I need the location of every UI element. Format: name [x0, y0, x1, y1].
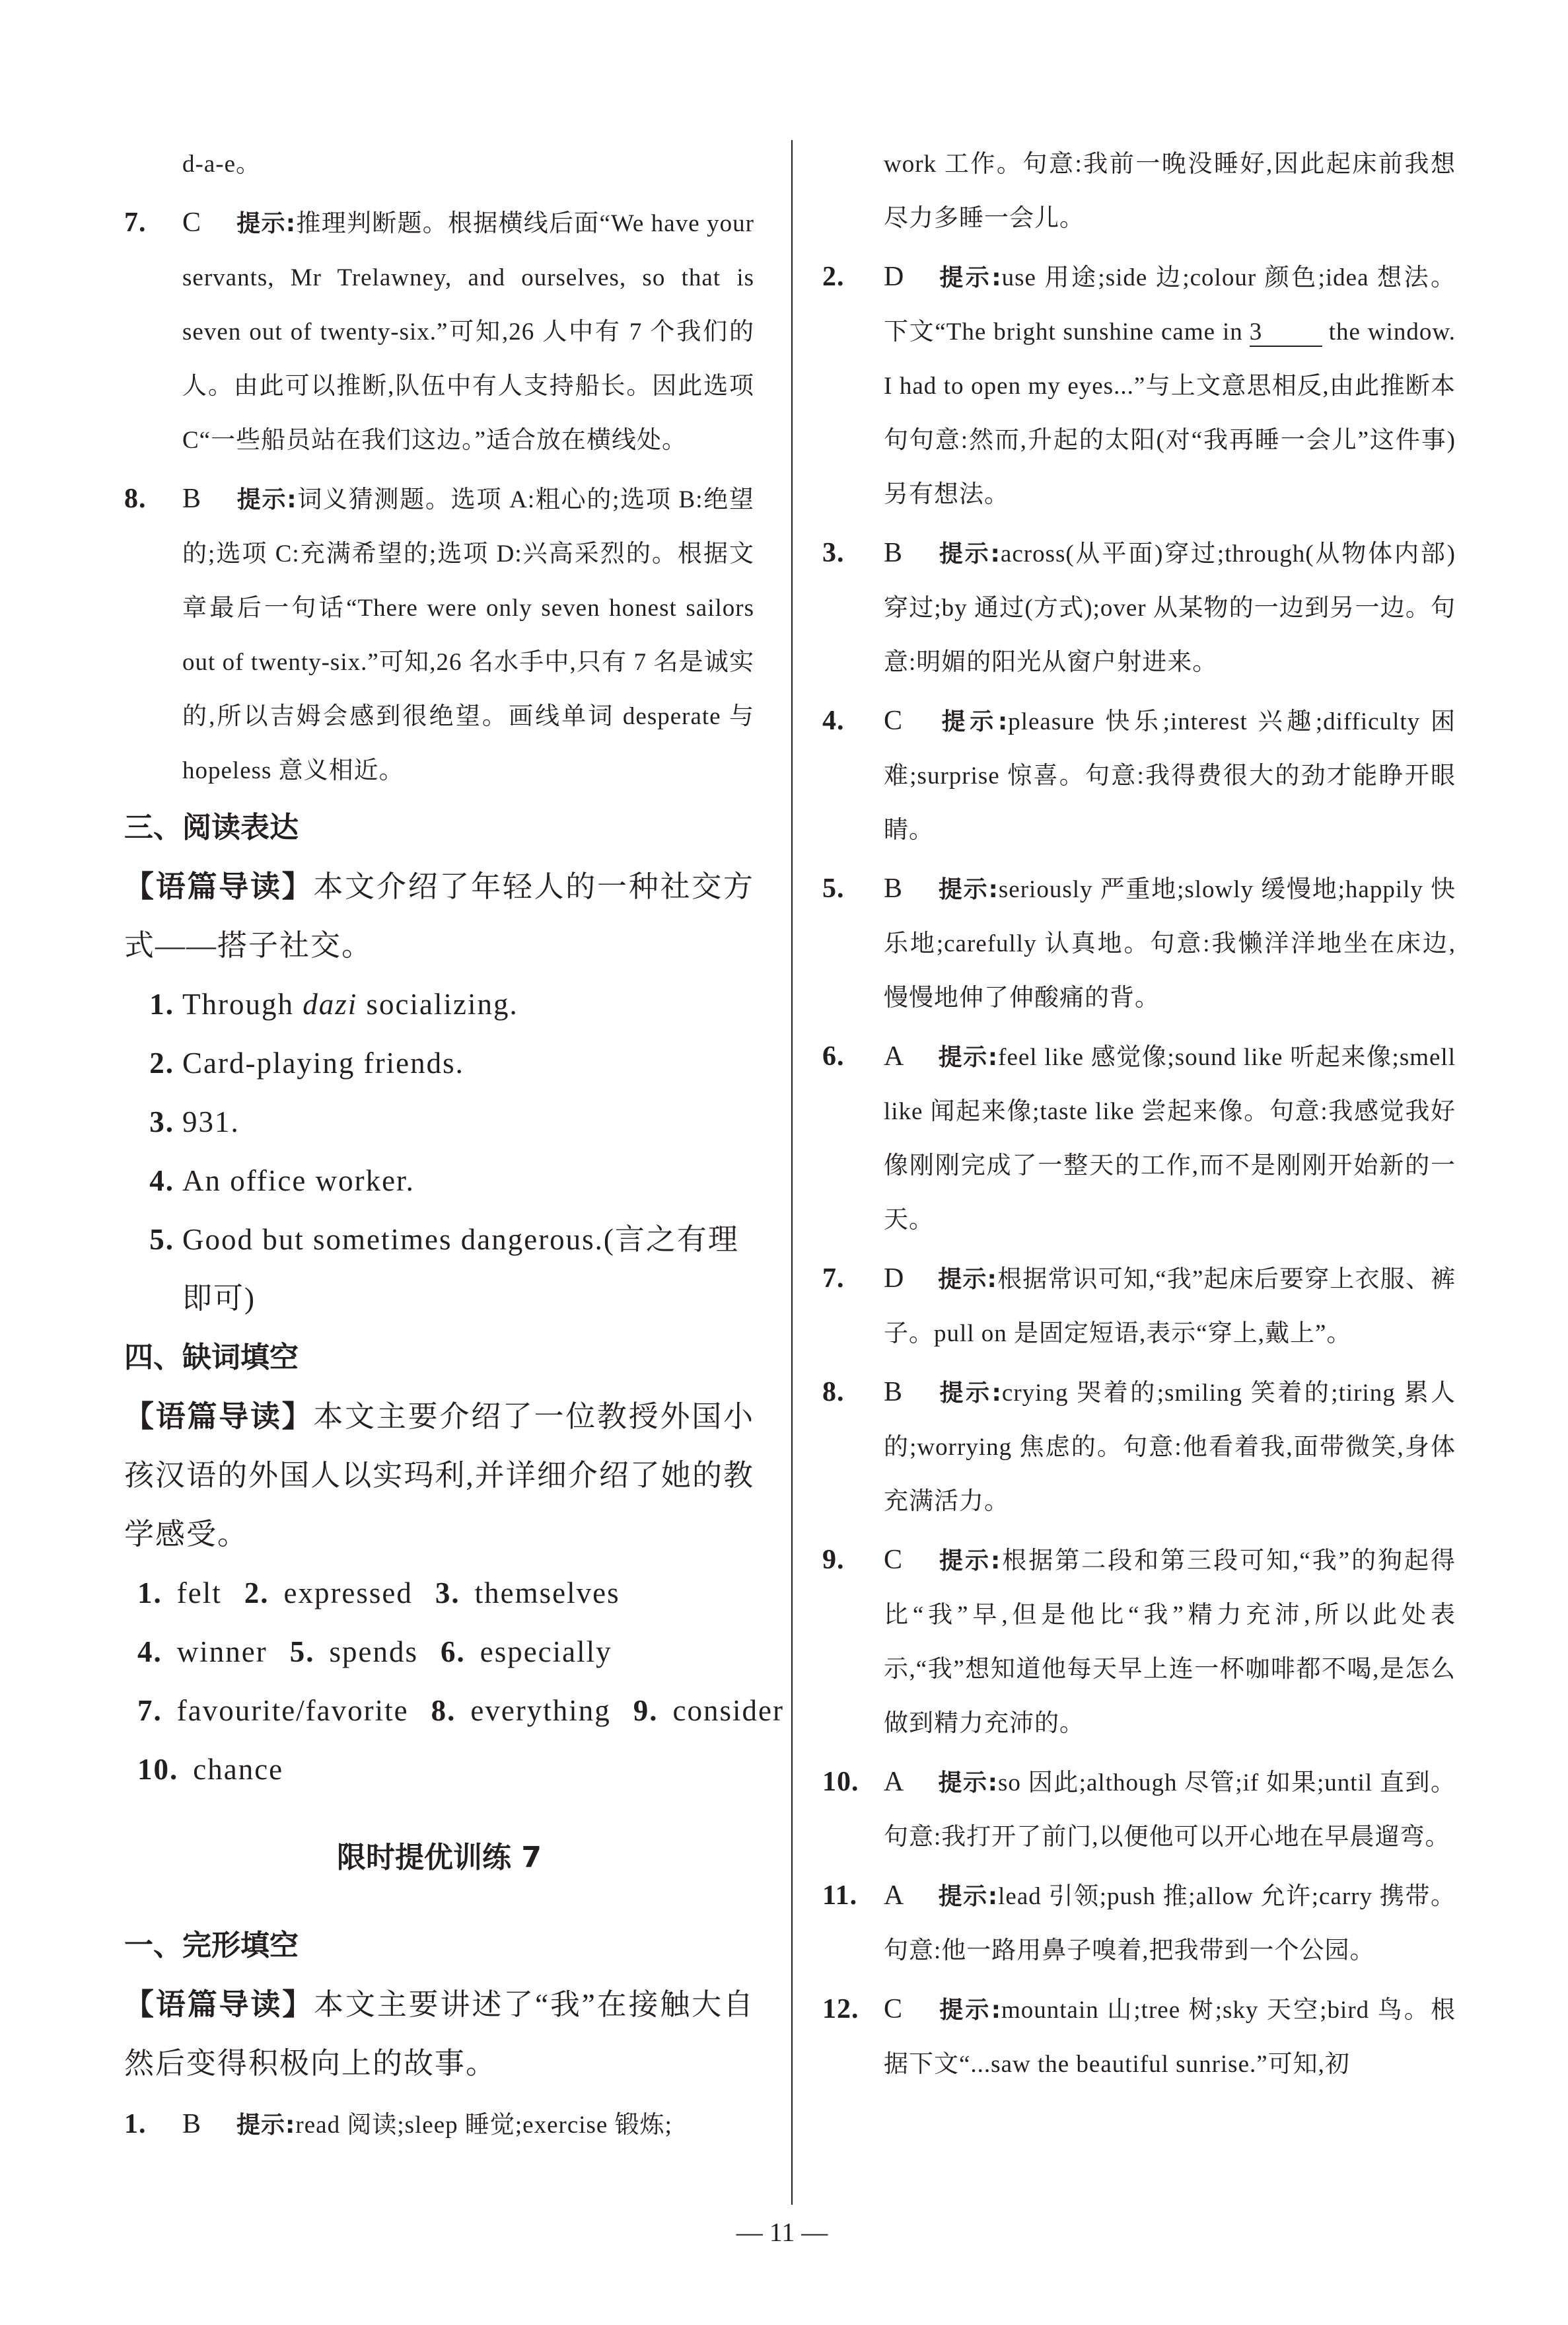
answer-text: 931.	[182, 1105, 240, 1138]
answer-letter: C	[884, 706, 904, 736]
item-number: 2.	[149, 1047, 174, 1080]
hint-text: across(从平面)穿过;through(从物体内部)穿过;by 通过(方式);over 从某物的一边到另一边。句意:明媚的阳光从窗户射进来。	[884, 540, 1456, 676]
answer-letter: A	[884, 1041, 905, 1072]
guide-text: 本文介绍了年轻人的一种社交方式——搭子社交。	[124, 870, 754, 962]
page-number-text: — 11 —	[736, 2217, 828, 2247]
hint-text: 根据常识可知,“我”起床后要穿上衣服、裤子。pull on 是固定短语,表示“穿上,戴上”。	[884, 1266, 1456, 1347]
answer-letter: D	[884, 1263, 905, 1294]
answer-word: especially	[480, 1635, 612, 1668]
reading-answer	[124, 1152, 754, 1210]
answer-list	[822, 250, 1456, 2092]
item-number: 1.	[137, 1576, 162, 1609]
hint-label: 提示:	[938, 1997, 1001, 2024]
section-heading-cloze-words: 四、缺词填空	[124, 1341, 299, 1374]
section-heading-reading-expression: 三、阅读表达	[124, 811, 299, 844]
answer-word: favourite/favorite	[176, 1694, 409, 1727]
word-answer	[441, 1623, 612, 1681]
word-answer	[431, 1681, 611, 1740]
answer-letter: C	[884, 1545, 904, 1575]
answer-item	[822, 250, 1456, 522]
answer-word: consider	[672, 1694, 784, 1727]
answer-item	[822, 1029, 1456, 1247]
answer-letter: A	[884, 1880, 905, 1911]
guide-text: 本文主要讲述了“我”在接触大自然后变得积极向上的故事。	[124, 1988, 754, 2080]
answer-word: chance	[193, 1753, 284, 1786]
hint-text: crying 哭着的;smiling 笑着的;tiring 累人的;worrying 焦虑的。句意:他看着我,面带微笑,身体充满活力。	[884, 1380, 1456, 1515]
item-number: 3.	[149, 1105, 174, 1138]
word-answer	[290, 1623, 418, 1681]
answer-item	[124, 196, 754, 468]
item-number: 9.	[633, 1694, 659, 1727]
item-number: 7.	[822, 1263, 845, 1294]
item-number: 8.	[822, 1377, 845, 1407]
hint-text: pleasure 快乐;interest 兴趣;difficulty 困难;surprise 惊喜。句意:我得费很大的劲才能睁开眼睛。	[884, 708, 1456, 844]
reading-answer	[124, 1210, 754, 1328]
passage-guide	[124, 857, 754, 975]
guide-label: 【语篇导读】	[124, 1399, 314, 1434]
answer-letter: C	[182, 207, 202, 238]
item-number: 6.	[822, 1041, 845, 1072]
answer-word: winner	[176, 1635, 267, 1668]
hint-text: use 用途;side 边;colour 颜色;idea 想法。下文“The bright sunshine came in	[884, 264, 1456, 346]
answer-word: spends	[329, 1635, 418, 1668]
item-number: 2.	[244, 1576, 269, 1609]
answer-item	[822, 862, 1456, 1025]
hint-label: 提示:	[938, 876, 999, 903]
item-number: 3.	[435, 1576, 460, 1609]
answer-item	[822, 694, 1456, 858]
answer-list	[124, 2097, 754, 2153]
answer-text: socializing.	[357, 988, 518, 1021]
item-number: 1.	[124, 2109, 147, 2139]
blank-number: 3	[1250, 319, 1322, 347]
item-number: 8.	[124, 484, 147, 514]
reading-answer	[124, 1034, 754, 1093]
answer-item	[822, 1533, 1456, 1751]
hint-label: 提示:	[938, 1266, 997, 1293]
hint-label: 提示:	[236, 210, 297, 237]
item-number: 1.	[149, 988, 174, 1021]
section-heading-cloze: 一、完形填空	[124, 1929, 299, 1962]
answer-text: Card-playing friends.	[182, 1047, 464, 1080]
hint-label: 提示:	[938, 708, 1009, 735]
item-number: 4.	[822, 706, 845, 736]
item-number: 7.	[137, 1694, 162, 1727]
answer-item	[822, 526, 1456, 690]
item-number: 11.	[822, 1880, 858, 1911]
word-answer	[244, 1564, 413, 1623]
answer-item	[124, 2097, 754, 2153]
answer-word: expressed	[283, 1576, 413, 1609]
hint-text: so 因此;although 尽管;if 如果;until 直到。句意:我打开了前门,以便他可以开心地在早晨遛弯。	[884, 1769, 1456, 1851]
hint-text: 词义猜测题。选项 A:粗心的;选项 B:绝望的;选项 C:充满希望的;选项 D:兴高采烈的。根据文章最后一句话“There were only seven honest sailors out of twenty-six.”可知,26 名水手中,只有 7 名是诚实的,所以吉姆会感到很绝望。画线单词 desperate 与 hopeless 意义相近。	[182, 486, 754, 784]
item-number: 2.	[822, 262, 845, 292]
guide-text: 本文主要介绍了一位教授外国小孩汉语的外国人以实玛利,并详细介绍了她的教学感受。	[124, 1400, 754, 1551]
word-answer	[137, 1623, 267, 1681]
hint-label: 提示:	[236, 2112, 296, 2139]
hint-text: 根据第二段和第三段可知,“我”的狗起得比“我”早,但是他比“我”精力充沛,所以此处表示,“我”想知道他每天早上连一杯咖啡都不喝,是怎么做到精力充沛的。	[884, 1547, 1456, 1737]
word-answers	[124, 1564, 784, 1799]
item-number: 4.	[149, 1164, 174, 1197]
page-number	[0, 2217, 1568, 2248]
answer-text: Good but sometimes dangerous.(言之有理即可)	[182, 1223, 739, 1315]
answer-letter: B	[884, 538, 904, 568]
answer-list	[124, 196, 754, 798]
item-number: 9.	[822, 1545, 845, 1575]
hint-text: feel like 感觉像;sound like 听起来像;smell like 闻起来像;taste like 尝起来像。句意:我感觉我好像刚刚完成了一整天的工作,而不是刚刚开始新的一天。	[884, 1044, 1456, 1234]
answer-letter: D	[884, 262, 905, 292]
item-number: 3.	[822, 538, 845, 568]
right-column	[822, 137, 1456, 2092]
reading-answer	[124, 1093, 754, 1152]
item-number: 10.	[137, 1753, 179, 1786]
item-number: 5.	[289, 1635, 315, 1668]
word-row	[124, 1564, 754, 1623]
item-number: 12.	[822, 1994, 859, 2024]
word-answer	[633, 1681, 784, 1740]
hint-label: 提示:	[938, 540, 1001, 568]
answer-italic: dazi	[303, 988, 358, 1021]
item-number: 8.	[431, 1694, 456, 1727]
answer-letter: B	[182, 484, 202, 514]
passage-guide	[124, 1975, 754, 2093]
practice-title: 限时提优训练 7	[337, 1841, 542, 1874]
answer-letter: C	[884, 1994, 904, 2024]
word-answer	[137, 1740, 283, 1799]
hint-text: the window. I had to open my eyes...”与上文意思相反,由此推断本句句意:然而,升起的太阳(对“我再睡一会儿”这件事)另有想法。	[884, 318, 1456, 508]
word-answer	[137, 1681, 409, 1740]
answer-letter: B	[884, 873, 904, 904]
hint-label: 提示:	[236, 486, 297, 513]
answer-word: themselves	[474, 1576, 620, 1609]
answer-word: everything	[470, 1694, 611, 1727]
answer-item	[822, 1755, 1456, 1864]
answer-text: Through	[182, 988, 303, 1021]
continuation-text: work 工作。句意:我前一晚没睡好,因此起床前我想尽力多睡一会儿。	[884, 151, 1456, 232]
word-row	[124, 1740, 754, 1799]
hint-label: 提示:	[938, 1883, 999, 1910]
item-number: 10.	[822, 1767, 859, 1797]
item-number: 4.	[137, 1635, 162, 1668]
hint-text: seriously 严重地;slowly 缓慢地;happily 快乐地;carefully 认真地。句意:我懒洋洋地坐在床边,慢慢地伸了伸酸痛的背。	[884, 876, 1456, 1012]
continuation-text: d-a-e。	[182, 151, 261, 178]
hint-label: 提示:	[938, 1044, 999, 1071]
passage-guide	[124, 1387, 754, 1564]
guide-label: 【语篇导读】	[124, 1987, 314, 2022]
column-divider	[791, 140, 793, 2205]
answer-letter: B	[884, 1377, 904, 1407]
item-number: 6.	[440, 1635, 466, 1668]
left-column	[124, 137, 784, 2153]
hint-text: mountain 山;tree 树;sky 天空;bird 鸟。根据下文“...saw the beautiful sunrise.”可知,初	[884, 1997, 1456, 2078]
hint-text: 推理判断题。根据横线后面“We have your servants, Mr Trelawney, and ourselves, so that is seven out of twenty-six.”可知,26 人中有 7 个我们的人。由此可以推断,队伍中有人支持船长。因此选项 C“一些船员站在我们这边。”适合放在横线处。	[182, 210, 754, 454]
answer-item	[124, 472, 754, 798]
item-number: 5.	[822, 873, 845, 904]
answer-letter: A	[884, 1767, 905, 1797]
answer-item	[822, 1868, 1456, 1978]
item-number: 7.	[124, 207, 147, 238]
hint-text: read 阅读;sleep 睡觉;exercise 锻炼;	[295, 2112, 672, 2139]
hint-label: 提示:	[938, 1769, 998, 1796]
hint-text: lead 引领;push 推;allow 允许;carry 携带。句意:他一路用鼻子嗅着,把我带到一个公园。	[884, 1883, 1456, 1964]
word-answer	[435, 1564, 620, 1623]
answer-item	[822, 1982, 1456, 2092]
answer-item	[822, 1365, 1456, 1529]
guide-label: 【语篇导读】	[124, 869, 314, 904]
answer-letter: B	[182, 2109, 202, 2139]
item-number: 5.	[149, 1223, 174, 1256]
hint-label: 提示:	[938, 264, 1002, 291]
hint-label: 提示:	[938, 1547, 1001, 1574]
reading-answer	[124, 975, 754, 1034]
word-row	[124, 1623, 754, 1681]
hint-label: 提示:	[938, 1380, 1002, 1407]
reading-answers	[124, 975, 754, 1328]
answer-word: felt	[176, 1576, 222, 1609]
answer-item	[822, 1251, 1456, 1361]
word-answer	[137, 1564, 222, 1623]
word-row	[124, 1681, 784, 1740]
answer-text: An office worker.	[182, 1164, 415, 1197]
